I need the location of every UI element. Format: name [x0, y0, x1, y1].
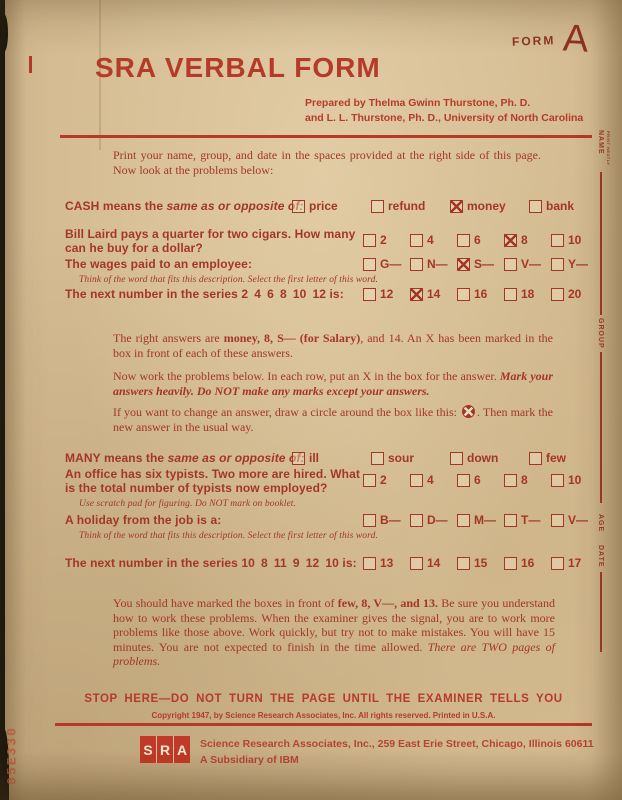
answer-option[interactable]: down	[450, 451, 529, 465]
answer-option[interactable]: B—	[363, 513, 410, 527]
checkbox[interactable]	[410, 288, 423, 301]
answer-option[interactable]: G—	[363, 257, 410, 271]
checkbox[interactable]	[551, 557, 564, 570]
checkbox[interactable]	[551, 474, 564, 487]
checkbox[interactable]	[292, 452, 305, 465]
paragraph-instructions: Now work the problems below. In each row, put an X in the box for the answer. Mark your answers heavily. Do NOT make any marks except your answers.	[113, 369, 553, 398]
footer-rule	[55, 723, 592, 726]
answer-options	[363, 287, 598, 301]
prepared-by-line2: and L. L. Thurstone, Ph. D., University of North Carolina	[305, 112, 584, 124]
answer-option[interactable]: 8	[504, 473, 551, 487]
checkbox[interactable]	[529, 452, 542, 465]
answer-option[interactable]: V—	[504, 257, 551, 271]
checkbox[interactable]	[292, 200, 305, 213]
paragraph-right-answers: The right answers are money, 8, S— (for Salary), and 14. An X has been marked in the box in front of each of these answers.	[113, 331, 553, 360]
answer-option[interactable]: price	[292, 199, 371, 213]
form-designation	[512, 17, 590, 61]
checkbox[interactable]	[371, 452, 384, 465]
question-note: Think of the word that fits this description. Select the first letter of this word.	[79, 275, 378, 285]
checkbox[interactable]	[457, 557, 470, 570]
checkbox[interactable]	[504, 288, 517, 301]
answer-option[interactable]: 12	[363, 287, 410, 301]
answer-option[interactable]: Y—	[551, 257, 598, 271]
copyright-line: Copyright 1947, by Science Research Associates, Inc. All rights reserved. Printed in U.S.A.	[151, 711, 496, 720]
answer-options	[292, 199, 608, 213]
answer-option[interactable]: 4	[410, 473, 457, 487]
checkbox[interactable]	[450, 200, 463, 213]
answer-options	[292, 451, 608, 465]
margin-date-label: DATE	[597, 545, 604, 568]
answer-option[interactable]: 8	[504, 233, 551, 247]
checkbox[interactable]	[457, 514, 470, 527]
answer-option[interactable]: 4	[410, 233, 457, 247]
sra-logo-letter: A	[173, 736, 190, 763]
question-text: MANY means the same as or opposite of:	[65, 451, 305, 465]
answer-options	[363, 556, 598, 570]
answer-option[interactable]: 6	[457, 473, 504, 487]
answer-option[interactable]: ill	[292, 451, 371, 465]
sra-logo	[140, 736, 190, 763]
intro-paragraph: Print your name, group, and date in the spaces provided at the right side of this page. Now look at the problems below:	[113, 148, 541, 177]
checkbox[interactable]	[551, 288, 564, 301]
margin-date-blank[interactable]	[600, 572, 602, 652]
question-text: CASH means the same as or opposite of:	[65, 199, 304, 213]
answer-option[interactable]: 17	[551, 556, 598, 570]
answer-options	[363, 473, 598, 487]
checkbox[interactable]	[504, 258, 517, 271]
checkbox[interactable]	[504, 514, 517, 527]
checkbox[interactable]	[363, 234, 376, 247]
checkbox[interactable]	[529, 200, 542, 213]
question-text: The next number in the series 10 8 11 9 12 10 is:	[65, 556, 357, 570]
answer-option[interactable]: 2	[363, 473, 410, 487]
answer-option[interactable]: few	[529, 451, 608, 465]
question-text: A holiday from the job is a: Think of the word that fits this description. Select the first letter of this word.	[65, 513, 585, 543]
publisher-address	[200, 736, 594, 768]
form-letter: A	[561, 17, 590, 61]
answer-option[interactable]: D—	[410, 513, 457, 527]
checkbox[interactable]	[450, 452, 463, 465]
checkbox[interactable]	[457, 234, 470, 247]
answer-option[interactable]: bank	[529, 199, 608, 213]
scan-edge	[0, 0, 5, 800]
checkbox[interactable]	[410, 557, 423, 570]
margin-name-label: NAME	[597, 130, 604, 155]
answer-option[interactable]: 18	[504, 287, 551, 301]
checkbox[interactable]	[363, 258, 376, 271]
checkbox[interactable]	[457, 474, 470, 487]
checkbox[interactable]	[551, 514, 564, 527]
answer-option[interactable]: 2	[363, 233, 410, 247]
answer-option[interactable]: 16	[457, 287, 504, 301]
answer-option[interactable]: 20	[551, 287, 598, 301]
checkbox[interactable]	[363, 474, 376, 487]
registration-tick	[29, 56, 32, 73]
margin-group-blank[interactable]	[600, 352, 602, 503]
margin-name-note: PRINT NEATLY	[606, 131, 611, 166]
answer-option[interactable]: T—	[504, 513, 551, 527]
checkbox[interactable]	[410, 234, 423, 247]
serial-stamp: 05E330	[4, 726, 20, 785]
publisher-address-line2: A Subsidiary of IBM	[200, 754, 299, 766]
checkbox[interactable]	[457, 258, 470, 271]
closing-paragraph: You should have marked the boxes in front of few, 8, V—, and 13. Be sure you understand how to work these problems. When the examiner gives the signal, you are to work more problems like those above. Work quickly, but try not to make mistakes. You will have 15 minutes. You are not expected to finish in the time allowed. There are TWO pages of problems.	[113, 596, 556, 668]
answer-option[interactable]: 16	[504, 556, 551, 570]
checkbox[interactable]	[363, 514, 376, 527]
header-rule	[60, 135, 592, 138]
answer-option[interactable]: V—	[551, 513, 598, 527]
prepared-by	[305, 96, 583, 126]
question-text: The wages paid to an employee: Think of the word that fits this description. Select the first letter of this word.	[65, 257, 585, 287]
answer-options	[363, 233, 598, 247]
paragraph-change-answer: If you want to change an answer, draw a circle around the box like this: . Then mark the new answer in the usual way.	[113, 405, 553, 434]
publisher-address-line1: Science Research Associates, Inc., 259 East Erie Street, Chicago, Illinois 60611	[200, 738, 594, 750]
answer-options	[363, 513, 598, 527]
answer-option[interactable]: 15	[457, 556, 504, 570]
question-text: An office has six typists. Two more are hired. What is the total number of typists now employed? Use scratch pad for figuring. Do NOT mark on booklet.	[65, 467, 365, 511]
stop-here-banner: STOP HERE—DO NOT TURN THE PAGE UNTIL THE EXAMINER TELLS YOU	[84, 693, 563, 705]
checkbox[interactable]	[363, 557, 376, 570]
checkbox[interactable]	[504, 474, 517, 487]
prepared-by-line1: Prepared by Thelma Gwinn Thurstone, Ph. D.	[305, 97, 531, 109]
question-note: Use scratch pad for figuring. Do NOT mark on booklet.	[79, 499, 297, 509]
checkbox[interactable]	[504, 234, 517, 247]
scan-edge-blob	[0, 14, 8, 52]
answer-option[interactable]: sour	[371, 451, 450, 465]
answer-option[interactable]: 14	[410, 556, 457, 570]
checkbox[interactable]	[371, 200, 384, 213]
circled-x-icon	[462, 405, 475, 418]
checkbox[interactable]	[363, 288, 376, 301]
page-title: SRA VERBAL FORM	[95, 52, 381, 83]
question-text: The next number in the series 2 4 6 8 10 12 is:	[65, 287, 344, 301]
form-label: FORM	[512, 33, 556, 49]
answer-option[interactable]: refund	[371, 199, 450, 213]
question-text: Bill Laird pays a quarter for two cigars. How many can he buy for a dollar?	[65, 227, 356, 255]
answer-option[interactable]: money	[450, 199, 529, 213]
sra-logo-letter: S	[143, 741, 153, 758]
checkbox[interactable]	[410, 258, 423, 271]
answer-option[interactable]: 6	[457, 233, 504, 247]
checkbox[interactable]	[504, 557, 517, 570]
answer-option[interactable]: 14	[410, 287, 457, 301]
answer-option[interactable]: S—	[457, 257, 504, 271]
answer-option[interactable]: 10	[551, 473, 598, 487]
checkbox[interactable]	[551, 234, 564, 247]
checkbox[interactable]	[457, 288, 470, 301]
margin-name-blank[interactable]	[600, 172, 602, 315]
answer-option[interactable]: 13	[363, 556, 410, 570]
sra-logo-letter: R	[156, 736, 173, 763]
answer-option[interactable]: N—	[410, 257, 457, 271]
answer-option[interactable]: M—	[457, 513, 504, 527]
answer-options	[363, 257, 598, 271]
checkbox[interactable]	[410, 514, 423, 527]
question-note: Think of the word that fits this description. Select the first letter of this word.	[79, 531, 378, 541]
margin-group-label: GROUP	[597, 318, 604, 349]
checkbox[interactable]	[551, 258, 564, 271]
answer-option[interactable]: 10	[551, 233, 598, 247]
checkbox[interactable]	[410, 474, 423, 487]
margin-age-label: AGE	[597, 514, 604, 533]
